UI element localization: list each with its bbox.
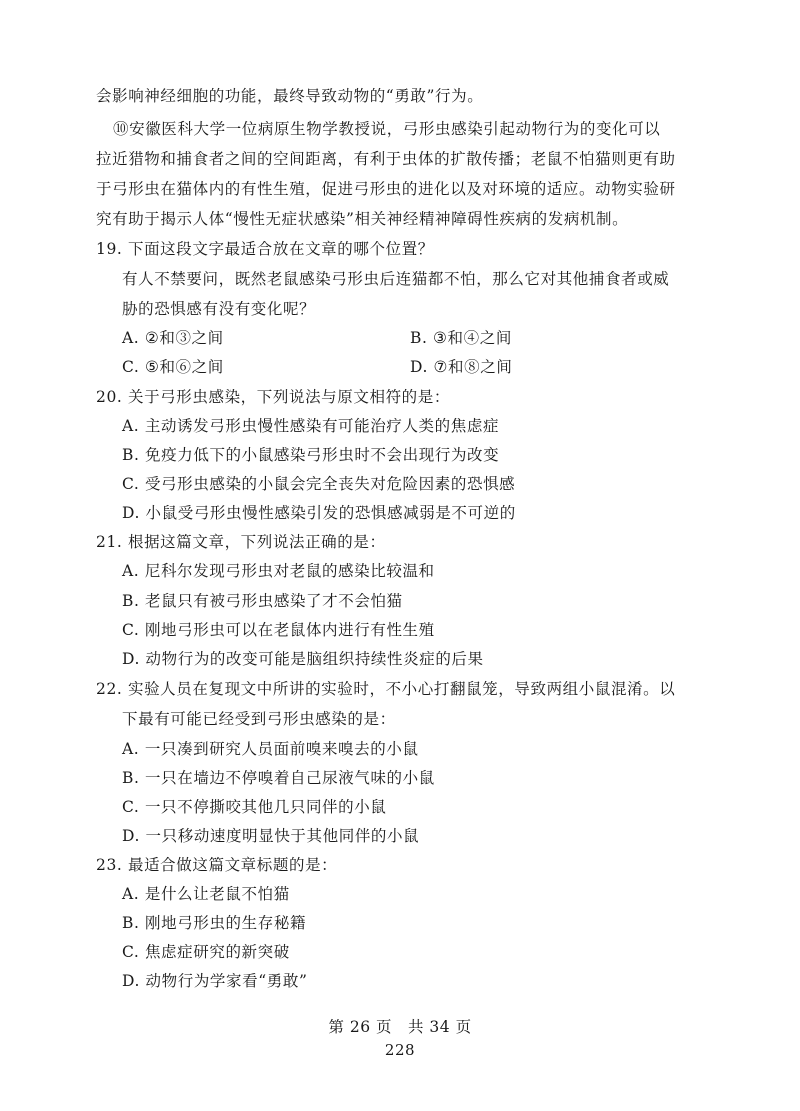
q23-option-a[interactable]: A. 是什么让老鼠不怕猫: [122, 885, 290, 903]
q21-option-c[interactable]: C. 刚地弓形虫可以在老鼠体内进行有性生殖: [122, 621, 435, 639]
q19-option-c[interactable]: C. ⑤和⑥之间: [122, 358, 224, 376]
q19-option-b[interactable]: B. ③和④之间: [410, 329, 512, 347]
page-count-label: 第 26 页 共 34 页: [328, 1018, 472, 1036]
page-number: 228: [384, 1041, 416, 1059]
q19-stem: 19. 下面这段文字最适合放在文章的哪个位置？: [96, 240, 434, 258]
q20-option-a[interactable]: A. 主动诱发弓形虫慢性感染有可能治疗人类的焦虑症: [122, 417, 500, 435]
q22-option-b[interactable]: B. 一只在墙边不停嗅着自己尿液气味的小鼠: [122, 769, 435, 787]
q22-option-a[interactable]: A. 一只凑到研究人员面前嗅来嗅去的小鼠: [122, 740, 419, 758]
q23-option-d[interactable]: D. 动物行为学家看“勇敢”: [122, 972, 308, 990]
q22-option-c[interactable]: C. 一只不停撕咬其他几只同伴的小鼠: [122, 798, 387, 816]
q22-stem-line: 22. 实验人员在复现文中所讲的实验时，不小心打翻鼠笼，导致两组小鼠混淆。以: [96, 680, 676, 698]
q20-option-d[interactable]: D. 小鼠受弓形虫慢性感染引发的恐惧感减弱是不可逆的: [122, 504, 516, 522]
paragraph-10-line: 究有助于揭示人体“慢性无症状感染”相关神经精神障碍性疾病的发病机制。: [96, 210, 629, 228]
q19-quote-line: 有人不禁要问，既然老鼠感染弓形虫后连猫都不怕，那么它对其他捕食者或威: [122, 270, 670, 288]
q23-option-c[interactable]: C. 焦虑症研究的新突破: [122, 943, 290, 961]
q21-option-b[interactable]: B. 老鼠只有被弓形虫感染了才不会怕猫: [122, 592, 403, 610]
paragraph-10-line: ⑩安徽医科大学一位病原生物学教授说，弓形虫感染引起动物行为的变化可以: [113, 120, 661, 138]
q19-quote-line: 胁的恐惧感有没有变化呢？: [122, 300, 316, 318]
q23-stem: 23. 最适合做这篇文章标题的是：: [96, 856, 338, 874]
intro-end-line: 会影响神经细胞的功能，最终导致动物的“勇敢”行为。: [96, 87, 484, 105]
q23-option-b[interactable]: B. 刚地弓形虫的生存秘籍: [122, 914, 307, 932]
q21-option-d[interactable]: D. 动物行为的改变可能是脑组织持续性炎症的后果: [122, 650, 484, 668]
q22-option-d[interactable]: D. 一只移动速度明显快于其他同伴的小鼠: [122, 827, 420, 845]
paragraph-10-line: 于弓形虫在猫体内的有性生殖，促进弓形虫的进化以及对环境的适应。动物实验研: [96, 180, 676, 198]
paragraph-10-line: 拉近猎物和捕食者之间的空间距离，有利于虫体的扩散传播；老鼠不怕猫则更有助: [96, 150, 676, 168]
q21-option-a[interactable]: A. 尼科尔发现弓形虫对老鼠的感染比较温和: [122, 562, 435, 580]
q20-option-c[interactable]: C. 受弓形虫感染的小鼠会完全丧失对危险因素的恐惧感: [122, 475, 516, 493]
q20-stem: 20. 关于弓形虫感染，下列说法与原文相符的是：: [96, 388, 450, 406]
q19-option-d[interactable]: D. ⑦和⑧之间: [410, 358, 513, 376]
q19-option-a[interactable]: A. ②和③之间: [122, 329, 224, 347]
q20-option-b[interactable]: B. 免疫力低下的小鼠感染弓形虫时不会出现行为改变: [122, 446, 500, 464]
q22-stem-line: 下最有可能已经受到弓形虫感染的是：: [122, 710, 396, 728]
q21-stem: 21. 根据这篇文章，下列说法正确的是：: [96, 533, 386, 551]
